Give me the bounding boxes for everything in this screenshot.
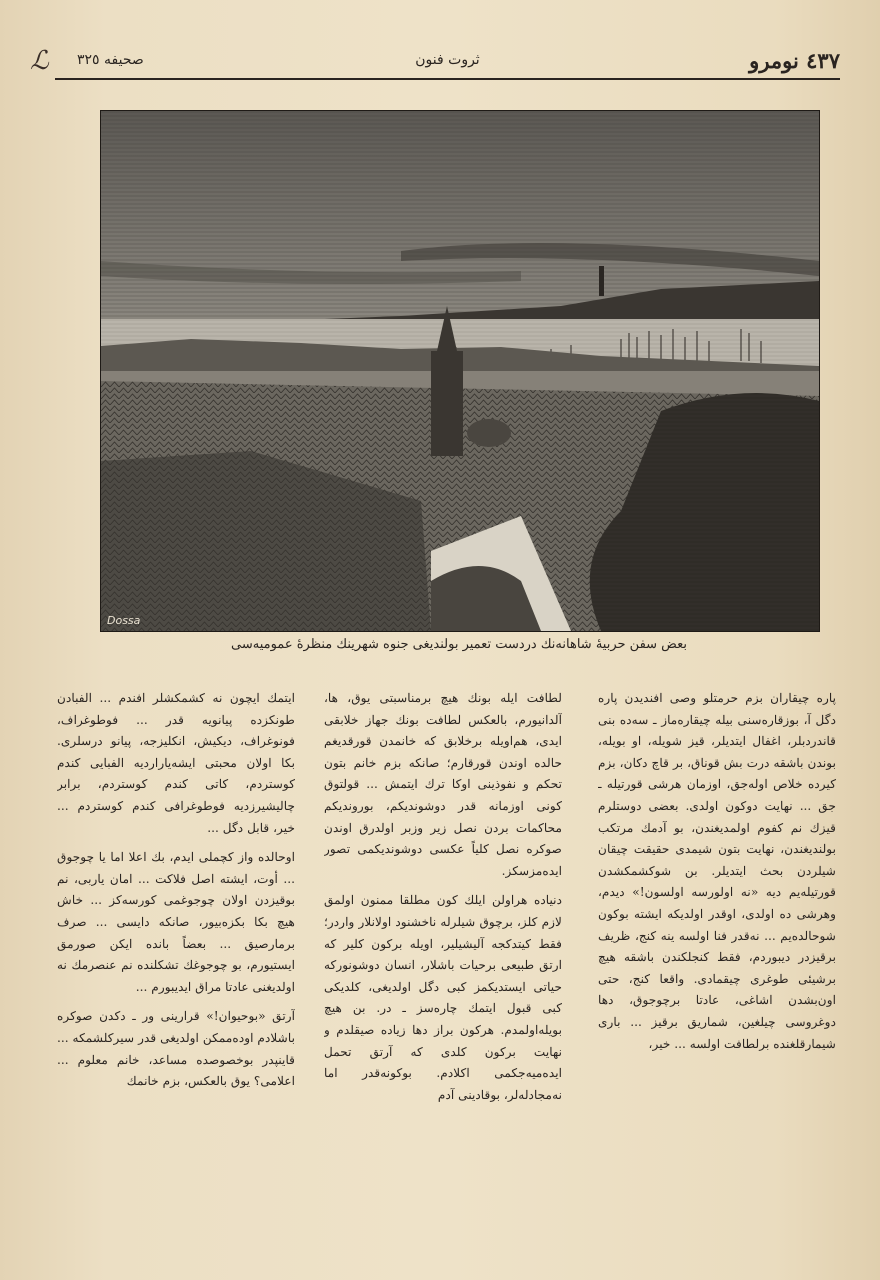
figure-caption: بعض سفن حربيۀ شاهانه‌نك دردست تعمير بولنديغى جنوه شهرينك منظرۀ عموميه‌سى xyxy=(231,637,687,652)
engraving-illustration xyxy=(101,111,819,631)
page-number: ٣٢٥ xyxy=(77,52,100,68)
paragraph: ايتمك ايچون نه كشمكشلر افندم ... الفبادن طونكزده پيانويه قدر ... فوطوغراف، فونوغراف، ديكيش، انكليزجه، پيانو درسلرى. بكا اولان محبتى ايشه‌يارارديه الفبايى كندم كوستردم، كاتى كندم كوستردم، برابر چاليشيرزديه فوطوغرافى كندم كوستردم ... خير، قابل دگل ... xyxy=(57,691,295,835)
paragraph: اوحالده واز كچملى ايدم، بك اعلا اما يا چوجوق ... أوت، ايشته اصل فلاكت ... امان ياربى، نم بوقيزدن اولان چوجوغمى كورسه‌كز ... خاش هيچ بكا بكزه‌بيور، صانكه دايسى ... صرف برمارصيق ... بعضاً بانده ايكن صورمق ايستيورم، بو چوجوغك تشكلنده نم عنصرمك نه اولديغنى عادتا مراق ايديبورم ... xyxy=(57,850,295,994)
handwritten-margin-mark: ℒ xyxy=(30,46,49,76)
paragraph: دنياده هراولن ايلك كون مطلقا ممنون اولمق لازم كلز، برچوق شيلرله ناخشنود اولانلار واردر؛ فقط كيتدكجه آليشيلير، اويله بركون كلير كه ارتق طبيعى برحيات باشلار، انسان دوشونوركه حياتى ايستديكمز كبى دگل اولديغى، كلديكى كبى قبول ايتمك چاره‌سز ـ در. بن هيچ بويله‌اولمدم. هركون براز دها زياده صيقلدم و نهايت بركون كلدى كه آرتق تحمل ايده‌ميه‌جكمى اكلادم. بوكونه‌قدر اما نه‌مجادله‌لر، بوقادينى آدم xyxy=(324,893,562,1102)
church-dome xyxy=(467,419,511,447)
issue-number: ٤٣٧ xyxy=(806,48,840,73)
magazine-title: ثروت فنون xyxy=(415,52,480,68)
artist-signature: Dossa xyxy=(107,614,141,627)
genoa-panorama-engraving xyxy=(100,110,820,632)
issue-word: نومرو xyxy=(749,48,799,73)
page-word: صحيفه xyxy=(104,52,144,68)
lighthouse xyxy=(599,266,604,296)
paragraph: پاره چيقاران بزم حرمتلو وصى افنديدن پاره دگل آ، بوزقاره‌سنى بيله چيقاره‌ماز ـ سه‌ده بنى قاندردبلر، اغفال ايتديلر، قيز شويله، او بويله، بوندن باشقه درت بش قوناق، بر قاچ دكان، بزم كيرده خلاص اوله‌جق، اوزمان هرشى قورتيله ـ جق ... نهايت دوكون اولدى. بعضى دوستلرم قيزك نم كفوم اولمديغندن، بو آدمك مرتكب بولنديغندن، نهايت بتون شيمدى حقيقت چيقان شيلردن بحث ايتديلر. بن شوكشمكشدن قورتيله‌يم ديه «نه اولورسه اولسون!» ديدم، وهرشى ده اولدى، اوقدر اولديكه ايشته بوكون شوحالده‌يم ... نه‌قدر فنا اولسه ينه كنج، ظريف برقيزدر ديبوردم، فقط كنجلكندن باشقه هيچ برشيئى طوغرى چيقمادى. واقعا كنج، حتى اون‌بشدن اشاغى، عادتا برچوجوق، دها دوغروسى چيلغين، شماريق برقيز ... بارى شيمارقلغنده برلطافت اولسه ... خير، xyxy=(598,691,836,1051)
text-column-middle xyxy=(324,688,562,1228)
text-column-left xyxy=(57,688,295,1228)
text-column-right xyxy=(598,688,836,1228)
running-header xyxy=(30,46,840,80)
paragraph: آرتق «بوحيوان!» قرارينى ور ـ دكدن صوكره باشلادم اوده‌ممكن اولديغى قدر سيركلشمكه ... قاينپدر بوخصوصده مساعد، خانم معلوم ... اعلامى؟ يوق بالعكس، بزم خانمك xyxy=(57,1009,295,1089)
page-label xyxy=(77,52,144,68)
paragraph: لطافت ايله بونك هيچ برمناسبتى يوق، ها، آلدانيورم، بالعكس لطافت بونك جهاز خلابقى ايدى، هم‌اويله برخلابق كه خانمدن قورقديغم حالده اوندن قورقارم؛ صانكه بزم خانم بتون تحكم و نفوذينى اوكا ترك ايتمش ... قولتوق كونى اوزمانه قدر دوشونديكم، بورونديكم محاكمات بردن نصل زير وزبر اولدرق اوندن صوكره نصل كلياً عكسى دوشونديكمى تصور ايده‌مزسكز. xyxy=(324,691,562,878)
